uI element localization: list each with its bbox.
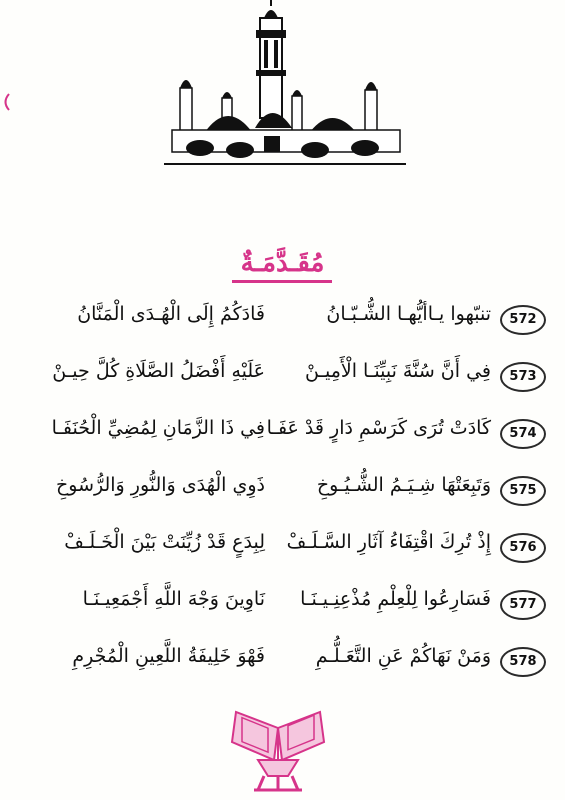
verse-row — [0, 523, 565, 573]
section-title: مُقَـدَّمَـةٌ — [240, 248, 325, 278]
verse-first-hemistich: وَمَنْ نَهَاكُمْ عَنِ التَّعَـلُّـمِ — [315, 645, 491, 667]
verse-number: 573 — [500, 362, 546, 392]
verse-second-hemistich: نَاوِينَ وَجْهَ اللَّهِ أَجْمَعِيـنَـا — [82, 588, 265, 610]
verse-number: 577 — [500, 590, 546, 620]
verse-number: 575 — [500, 476, 546, 506]
verse-number: 576 — [500, 533, 546, 563]
verse-first-hemistich: وَتَبِعَتْهَا شِـيَـمُ الشُّـيُـوخِ — [316, 474, 491, 496]
verse-second-hemistich: فَادَكُمُ إِلَى الْهُـدَى الْمَنَّانُ — [77, 303, 265, 325]
verse-second-hemistich: عَلَيْهِ أَفْضَلُ الصَّلَاةِ كُلَّ حِيـنْ — [52, 360, 265, 382]
verse-second-hemistich: فِي ذَا الزَّمَانِ لِمُضِيِّ الْحُنَفَـا — [51, 417, 265, 439]
verse-number: 574 — [500, 419, 546, 449]
verse-row — [0, 295, 565, 345]
verse-number: 572 — [500, 305, 546, 335]
verse-second-hemistich: لِبِدَعٍ قَدْ زُيِّنَتْ بَيْنَ الْخَـلَـفْ — [64, 531, 265, 553]
verse-first-hemistich: تنبّهوا يـاأيُّهـا الشُّـبّـانُ — [326, 303, 491, 325]
verse-second-hemistich: فَهْوَ خَلِيفَةُ اللَّعِينِ الْمُجْرِمِ — [72, 645, 265, 667]
verse-second-hemistich: ذَوِي الْهُدَى وَالنُّورِ وَالرُّسُوخِ — [56, 474, 265, 496]
title-underline — [232, 280, 332, 283]
verse-first-hemistich: فِي أَنَّ سُنَّةَ نَبِيِّنَـا الْأَمِيـنْ — [304, 360, 491, 382]
verse-row — [0, 637, 565, 687]
verse-row — [0, 409, 565, 459]
verse-number: 578 — [500, 647, 546, 677]
verse-row — [0, 580, 565, 630]
verse-first-hemistich: فَسَارِعُوا لِلْعِلْمِ مُذْعِنِـيـنَـا — [300, 588, 491, 610]
mosque-icon — [160, 0, 410, 170]
verse-first-hemistich: كَادَتْ تُرَى كَرَسْمِ دَارٍ قَدْ عَفَـا — [266, 417, 491, 439]
verse-row — [0, 352, 565, 402]
verse-first-hemistich: إِذْ تُرِكَ اقْتِفَاءُ آثَارِ السَّـلَـفْ — [286, 531, 491, 553]
verse-row — [0, 466, 565, 516]
open-book-icon — [228, 698, 328, 794]
page-edge-mark — [0, 92, 10, 112]
